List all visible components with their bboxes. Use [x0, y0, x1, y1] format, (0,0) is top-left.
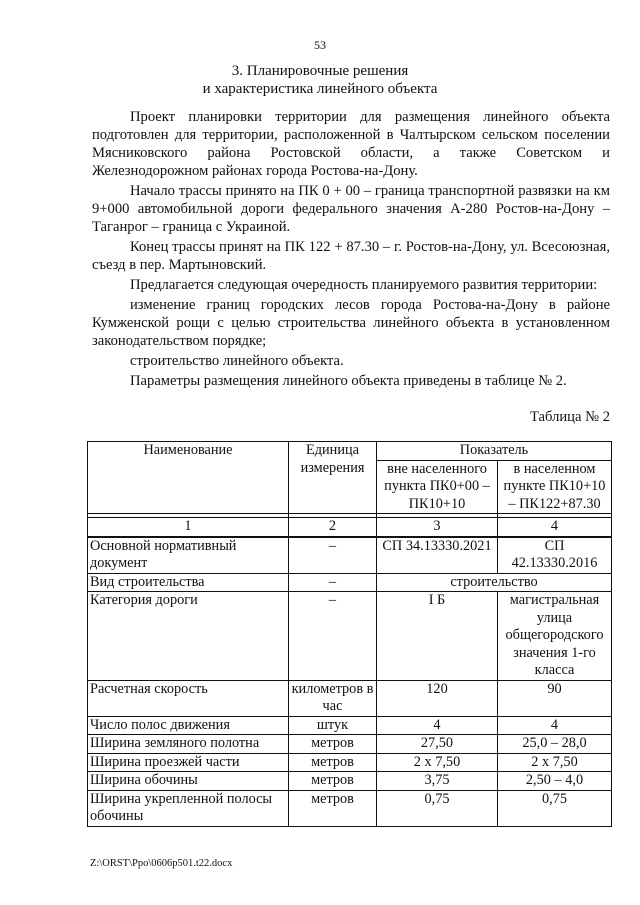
row-outside: 27,50 — [377, 735, 498, 754]
row-outside: 120 — [377, 680, 498, 716]
row-outside: 4 — [377, 716, 498, 735]
header-name: Наименование — [88, 442, 289, 514]
row-outside: 3,75 — [377, 772, 498, 791]
row-outside: 2 х 7,50 — [377, 753, 498, 772]
row-unit: – — [289, 573, 377, 592]
row-name: Ширина обочины — [88, 772, 289, 791]
paragraph: строительство линейного объекта. — [130, 353, 344, 369]
row-inside: 2 х 7,50 — [498, 753, 612, 772]
paragraph: Начало трассы принято на ПК 0 + 00 – граница транспортной развязки на км 9+000 автомобильной дороги федерального значения А-280 Ростов-на-Дону – Таганрог – граница с Украиной. — [92, 183, 610, 235]
column-number: 2 — [289, 518, 377, 537]
row-inside: 0,75 — [498, 790, 612, 826]
row-unit: метров — [289, 735, 377, 754]
paragraph: Конец трассы принят на ПК 122 + 87.30 – г. Ростов-на-Дону, ул. Всесоюзная, съезд в пер. Мартыновский. — [92, 239, 610, 273]
table-row — [88, 573, 612, 592]
paragraph: Параметры размещения линейного объекта приведены в таблице № 2. — [130, 373, 567, 389]
page-number: 53 — [314, 38, 326, 52]
row-name: Вид строительства — [88, 573, 289, 592]
row-inside: магистральная улица общегородского значения 1-го класса — [498, 592, 612, 681]
row-name: Основной нормативный документ — [88, 537, 289, 574]
row-inside: 4 — [498, 716, 612, 735]
table-row — [88, 735, 612, 754]
row-name: Ширина укрепленной полосы обочины — [88, 790, 289, 826]
row-unit: метров — [289, 790, 377, 826]
table-row — [88, 680, 612, 716]
column-number: 1 — [88, 518, 289, 537]
section-heading — [0, 62, 640, 98]
row-inside: 2,50 – 4,0 — [498, 772, 612, 791]
row-inside: СП 42.13330.2016 — [498, 537, 612, 574]
table-row — [88, 772, 612, 791]
table-row — [88, 790, 612, 826]
row-name: Ширина земляного полотна — [88, 735, 289, 754]
parameters-table — [87, 441, 612, 827]
row-name: Число полос движения — [88, 716, 289, 735]
header-unit: Единица измерения — [289, 442, 377, 514]
paragraph: Предлагается следующая очередность планируемого развития территории: — [130, 277, 598, 293]
header-inside: в населенном пункте ПК10+10 – ПК122+87.30 — [498, 460, 612, 514]
paragraph: Проект планировки территории для размещения линейного объекта подготовлен для территории, расположенной в Чалтырском сельском поселении Мясниковского района Ростовской области, а также Советском и Железнодорожном районах города Ростова-на-Дону. — [92, 109, 610, 179]
table-row — [88, 716, 612, 735]
column-number: 3 — [377, 518, 498, 537]
row-inside: 90 — [498, 680, 612, 716]
row-unit: километров в час — [289, 680, 377, 716]
header-outside: вне населенного пункта ПК0+00 – ПК10+10 — [377, 460, 498, 514]
row-outside: 0,75 — [377, 790, 498, 826]
row-unit: – — [289, 592, 377, 681]
row-unit: метров — [289, 772, 377, 791]
row-name: Ширина проезжей части — [88, 753, 289, 772]
header-indicator: Показатель — [377, 442, 612, 461]
row-merged-value: строительство — [377, 573, 612, 592]
body-text — [92, 108, 610, 392]
row-inside: 25,0 – 28,0 — [498, 735, 612, 754]
file-path-footer: Z:\ORST\Ppo\0606p501.t22.docx — [90, 858, 233, 869]
row-name: Категория дороги — [88, 592, 289, 681]
row-unit: штук — [289, 716, 377, 735]
heading-line-2: и характеристика линейного объекта — [202, 81, 438, 97]
heading-line-1: 3. Планировочные решения — [231, 63, 409, 79]
table-row — [88, 537, 612, 574]
table-row — [88, 753, 612, 772]
row-outside: СП 34.13330.2021 — [377, 537, 498, 574]
row-outside: I Б — [377, 592, 498, 681]
table-caption: Таблица № 2 — [530, 409, 610, 425]
row-name: Расчетная скорость — [88, 680, 289, 716]
paragraph: изменение границ городских лесов города Ростова-на-Дону в районе Кумженской рощи с целью строительства линейного объекта в установленном законодательством порядке; — [92, 297, 610, 349]
row-unit: метров — [289, 753, 377, 772]
table-row — [88, 592, 612, 681]
row-unit: – — [289, 537, 377, 574]
column-number: 4 — [498, 518, 612, 537]
